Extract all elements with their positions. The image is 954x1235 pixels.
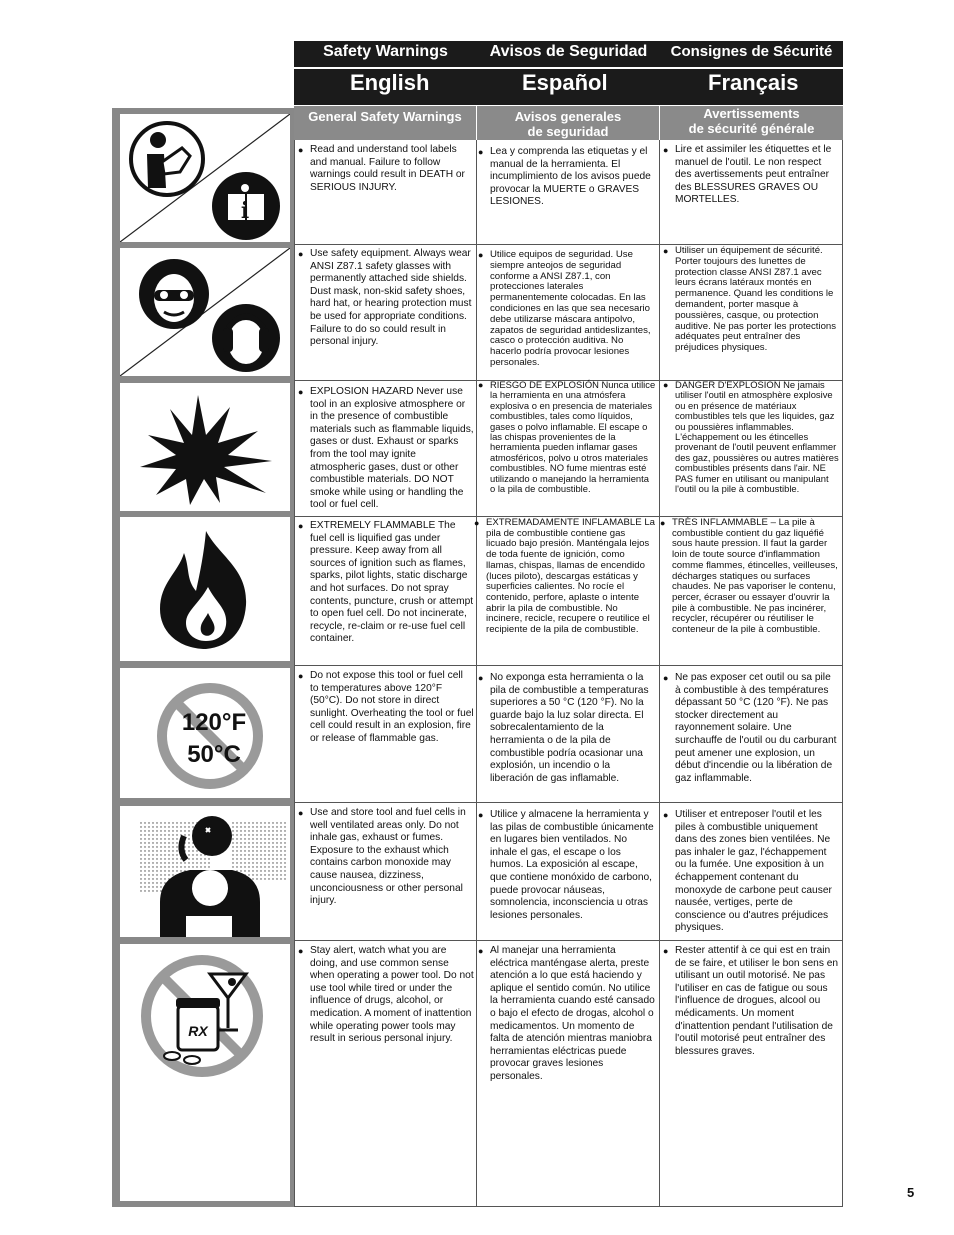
warning-text-fr: ● DANGER D'EXPLOSION Ne jamais utiliser l'outil en atmosphère explosive ou en présence de matériaux combustibles tels que les liquides, gaz ou poussières inflammables. L'échappement ou les étincelles provenant de l'outil peuvent enflammer des gaz, poussières ou autres matières combustibles présents dans l'air. NE PAS fumer en utilisant ou manipulant l'outil ou la pile à combustible.: [663, 379, 839, 495]
warning-text-es: ● No exponga esta herramienta o la pila de combustible a temperaturas superiores a 50 °C (120 °F). No la guarde bajo la luz solar directa. El sobrecalentamiento de la herramienta o de la pila de combustible podría ocasionar una explosión, un incendio o la liberación de gas inflamable.: [478, 672, 649, 784]
temperature-f-label: 120°F: [181, 709, 247, 736]
warning-text-es: ● EXTREMADAMENTE INFLAMABLE La pila de combustible contiene gas licuado bajo presión. Manténgala lejos de toda fuente de ignición, como llamas, chispas, llamas de encendido (luces piloto), descargas estáticas y superficies calientes. No rocíe el contenido, perfore, aplaste o intente abrir la pila de combustible. No incinere, recicle, recupere o reutilice el recipiente de la pila de combustible.: [474, 517, 655, 636]
header-language: English: [294, 67, 477, 101]
rx-label: RX: [188, 1023, 208, 1039]
section-header-line: Avisos generales: [514, 109, 622, 124]
temperature-c-label: 50°C: [187, 741, 241, 768]
warning-text-en: ● Use and store tool and fuel cells in well ventilated areas only. Do not inhale gas, exhaust or fumes. Exposure to the exhaust which contains carbon monoxide may cause nausea, dizziness, unconciousness or other personal injury.: [298, 807, 466, 907]
warning-text-es: ● RIESGO DE EXPLOSIÓN Nunca utilice la herramienta en una atmósfera explosiva o en presencia de materiales combustibles, tales como líquidos, gases o polvo inflamable. El escape o las chispas provenientes de la herramienta pueden inflamar gases atmosféricos, polvo u otros materiales combustibles. NO fume mientras esté utilizando o manejando la herramienta o la pila de combustible.: [478, 379, 656, 495]
section-header-line: de seguridad: [527, 124, 609, 139]
svg-text:i: i: [240, 198, 250, 224]
warning-text-en: ● EXTREMELY FLAMMABLE The fuel cell is liquified gas under pressure. Keep away from all sources of ignition such as flames, sparks, pilot lights, static discharge and hot surfaces. Do not spray contents, puncture, crush or attempt to open fuel cell. Do not incinerate, recycle, re-claim or re-use fuel cell container.: [298, 520, 474, 645]
warning-text-es: ● Utilice y almacene la herramienta y las pilas de combustible únicamente en lugares bien ventilados. No inhale el gas, el escape o los humos. La exposición al escape, que contiene monóxido de carbono, puede provocar náuseas, somnolencia, inconsciencia u otras lesiones personales.: [478, 809, 654, 921]
read-manual-icon: [120, 114, 290, 242]
warning-text-en: ● Read and understand tool labels and manual. Failure to follow warnings could result in DEATH or SERIOUS INJURY.: [298, 144, 465, 193]
page-number: 5: [907, 1185, 915, 1200]
warning-text-fr: ● Utiliser et entreposer l'outil et les piles à combustible uniquement dans des zones bien ventilées. Ne pas inhaler le gaz, l'échappement ou la fumée. Une exposition à un échappement contenant du monoxyde de carbone peut causer nausée, vertiges, perte de conscience ou d'autres préjudices physiques.: [663, 809, 832, 934]
header-spanish: [477, 41, 660, 105]
header-language: Español: [477, 67, 660, 101]
warning-text-es: ● Lea y comprenda las etiquetas y el manual de la herramienta. El incumplimiento de los avisos puede provocar la MUERTE o GRAVES LESIONES.: [478, 146, 651, 208]
warning-text-en: ● Stay alert, watch what you are doing, and use common sense when operating a power tool. Do not use tool while tired or under the influence of drugs, alcohol, or medication. A moment of inattention while operating power tools may result in serious personal injury.: [298, 945, 474, 1045]
no-drugs-alcohol-icon: [120, 944, 290, 1201]
icon-column: [112, 108, 294, 1207]
warning-text-es: ● Utilice equipos de seguridad. Use siempre anteojos de seguridad conforme a ANSI Z87.1, con protecciones laterales permanentemente colocadas. En las condiciones en las que sea necesario debe utilizarse máscara antipolvo, zapatos de seguridad antideslizantes, casco o protección auditiva. No hacerlo podría provocar lesiones personales.: [478, 249, 651, 368]
warning-text-fr: ● TRÈS INFLAMMABLE – La pile à combustible contient du gaz liquéfié sous haute pression. Il faut la garder loin de toute source d'inflammation comme flammes, étincelles, veilleuses, décharges statiques ou surfaces chaudes. Ne pas vaporiser le contenu, percer, écraser ou essayer d'ouvrir la pile à combustible. Ne pas incinérer, recycler, récupérer ou réutiliser le conteneur de la pile à combustible.: [660, 517, 838, 636]
protective-equipment-icon: [120, 248, 290, 376]
header-language: Français: [660, 67, 843, 101]
warning-text-en: ● Use safety equipment. Always wear ANSI Z87.1 safety glasses with permanently attached side shields. Dust mask, non-skid safety shoes, hard hat, or hearing protection must be used for appropriate conditions. Failure to do so could result in personal injury.: [298, 248, 472, 348]
warning-text-fr: ● Lire et assimiler les étiquettes et le manuel de l'outil. Le non respect des avertissements peut entraîner des BLESSURES GRAVES OU MORTELLES.: [663, 144, 832, 206]
section-header-line: Avertissements: [703, 106, 800, 121]
warning-text-fr: ● Ne pas exposer cet outil ou sa pile à combustible à des températures dépassant 50 °C (120 °F). Ne pas stocker directement au rayonnement solaire. Une surchauffe de l'outil ou du carburant peut amener une explosion, un début d'incendie ou la libération de gaz inflammable.: [663, 672, 837, 784]
language-header-bar: [294, 41, 843, 105]
ventilation-icon: [120, 806, 290, 937]
explosion-icon: [120, 383, 290, 511]
warning-text-fr: ● Rester attentif à ce qui est en train de se faire, et utiliser le bon sens en utilisant un outil motorisé. Ne pas l'utiliser en cas de fatigue ou sous l'influence de drogues, alcool ou médicaments. Un moment d'inattention pendant l'utilisation de l'outil motorisé peut entraîner des blessures graves.: [663, 945, 839, 1057]
temperature-limit-icon: [120, 668, 290, 798]
section-header-french: [660, 106, 843, 140]
warning-text-fr: ● Utiliser un équipement de sécurité. Porter toujours des lunettes de protection classe ANSI Z87.1 avec leurs écrans latéraux montés en permanence. Quand les conditions le demandent, porter masque à poussières, casque, ou protection auditive. Ne pas porter les protections adéquates peut entraîner des préjudices physiques.: [663, 245, 837, 354]
warning-text-es: ● Al manejar una herramienta eléctrica manténgase alerta, preste atención a lo que está haciendo y aplique el sentido común. No utilice la herramienta cuando esté cansado o bajo el efecto de drogas, alcohol o medicamentos. Un momento de falta de atención mientras maniobra herramientas eléctricas puede provocar graves lesiones personales.: [478, 945, 655, 1082]
flame-icon: [120, 517, 290, 661]
section-header-english: [294, 106, 476, 140]
section-header-spanish: [477, 106, 659, 140]
header-french: [660, 41, 843, 105]
header-subtitle: Consignes de Sécurité: [670, 43, 833, 60]
header-subtitle: Safety Warnings: [323, 43, 448, 60]
warning-text-en: ● Do not expose this tool or fuel cell to temperatures above 120°F (50°C). Do not store in direct sunlight. Overheating the tool or fuel cell could result in an explosion, fire or release of flammable gas.: [298, 670, 474, 744]
section-header-line: General Safety Warnings: [308, 109, 462, 124]
header-english: [294, 41, 477, 105]
warnings-table: [294, 140, 843, 1207]
warning-text-en: ● EXPLOSION HAZARD Never use tool in an explosive atmosphere or in the presence of combustible materials such as flammable liquids, gases or dust. Exhaust or sparks from the tool may ignite atmospheric gases, dust or other combustible materials. DO NOT smoke while using or handling the tool or fuel cell.: [298, 386, 474, 511]
header-subtitle: Avisos de Seguridad: [489, 43, 648, 60]
section-header-line: de sécurité générale: [688, 121, 815, 136]
